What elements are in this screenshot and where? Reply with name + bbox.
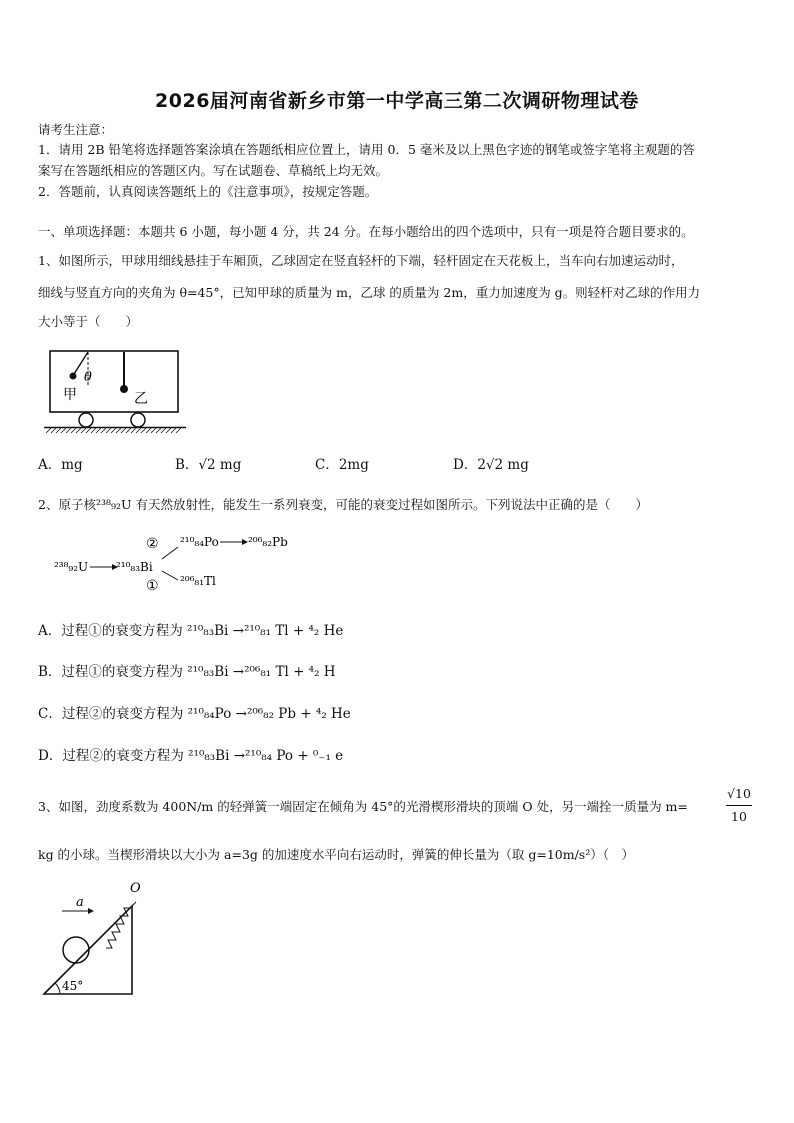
q2-option-d[interactable]: D．过程②的衰变方程为 ²¹⁰₈₃Bi →²¹⁰₈₄ Po + ⁰₋₁ e [38, 748, 344, 764]
ball-jia [70, 373, 77, 380]
process-2-label: ② [146, 536, 159, 552]
arrow-bi-po [162, 547, 178, 559]
q3-fraction-bar [726, 805, 752, 806]
q3-line-1: 3、如图，劲度系数为 400N/m 的轻弹簧一端固定在倾角为 45°的光滑楔形滑块的顶端 O 处，另一端拴一质量为 m= [38, 799, 688, 814]
nuclide-u: ²³⁸₉₂U [54, 560, 89, 574]
q2-line-1: 2、原子核²³⁸₉₂U 有天然放射性，能发生一系列衰变，可能的衰变过程如图所示。下列说法中正确的是（ ） [38, 497, 649, 512]
label-jia: 甲 [63, 387, 77, 403]
section-heading: 一、单项选择题：本题共 6 小题，每小题 4 分，共 24 分。在每小题给出的四个选项中，只有一项是符合题目要求的。 [38, 224, 694, 239]
q3-fraction-denominator: 10 [731, 809, 747, 824]
ground-hatch [46, 428, 181, 433]
q2-option-b[interactable]: B．过程①的衰变方程为 ²¹⁰₈₃Bi →²⁰⁶₈₁ Tl + ⁴₂ H [38, 664, 336, 680]
label-yi: 乙 [134, 391, 148, 407]
q2-option-a[interactable]: A．过程①的衰变方程为 ²¹⁰₈₃Bi →²¹⁰₈₁ Tl + ⁴₂ He [38, 623, 344, 639]
wheel-left [79, 413, 93, 427]
arrow-bi-tl [162, 571, 178, 580]
wedge [44, 906, 132, 994]
nuclide-tl: ²⁰⁶₈₁Tl [180, 574, 216, 588]
q1-cart-figure [40, 345, 190, 437]
theta-label: θ [84, 370, 92, 385]
q3-fraction-numerator: √10 [727, 786, 751, 801]
q1-option-b[interactable]: B．√2 mg [175, 457, 242, 473]
notice-line-2: 2．答题前，认真阅读答题纸上的《注意事项》，按规定答题。 [38, 184, 378, 199]
nuclide-po: ²¹⁰₈₄Po [180, 535, 219, 549]
process-1-label: ① [146, 578, 159, 594]
point-o-label: O [130, 881, 141, 896]
q1-line-1: 1、如图所示，甲球用细线悬挂于车厢顶，乙球固定在竖直轻杆的下端，轻杆固定在天花板上，当车向右加速运动时， [38, 253, 684, 268]
notice-heading: 请考生注意： [38, 122, 114, 137]
q3-wedge-figure [40, 878, 150, 1000]
q3-line-2: kg 的小球。当楔形滑块以大小为 a=3g 的加速度水平向右运动时，弹簧的伸长量为（取 g=10m/s²）（ ） [38, 847, 634, 862]
q1-option-d[interactable]: D．2√2 mg [453, 457, 529, 473]
nuclide-pb: ²⁰⁶₈₂Pb [248, 535, 288, 549]
nuclide-bi: ²¹⁰₈₃Bi [116, 560, 153, 574]
page-title: 2026届河南省新乡市第一中学高三第二次调研物理试卷 [155, 90, 639, 112]
notice-line-1a: 1．请用 2B 铅笔将选择题答案涂填在答题纸相应位置上，请用 0．5 毫米及以上黑色字迹的钢笔或签字笔将主观题的答 [38, 142, 695, 157]
q1-option-a[interactable]: A．mg [38, 457, 83, 473]
ball [63, 937, 89, 963]
notice-line-1b: 案写在答题纸相应的答题区内。写在试题卷、草稿纸上均无效。 [38, 163, 389, 178]
angle-arc [55, 983, 60, 994]
angle-label: 45° [62, 979, 84, 993]
acceleration-label: a [76, 895, 84, 910]
q1-line-2: 细线与竖直方向的夹角为 θ=45°，已知甲球的质量为 m，乙球 的质量为 2m，重力加速度为 g。则轻杆对乙球的作用力 [38, 285, 701, 300]
q1-line-3: 大小等于（ ） [38, 314, 139, 329]
q2-decay-figure [50, 525, 290, 597]
wheel-right [131, 413, 145, 427]
ball-yi [120, 385, 128, 393]
q2-option-c[interactable]: C．过程②的衰变方程为 ²¹⁰₈₄Po →²⁰⁶₈₂ Pb + ⁴₂ He [38, 706, 351, 722]
q1-option-c[interactable]: C．2mg [315, 457, 369, 473]
